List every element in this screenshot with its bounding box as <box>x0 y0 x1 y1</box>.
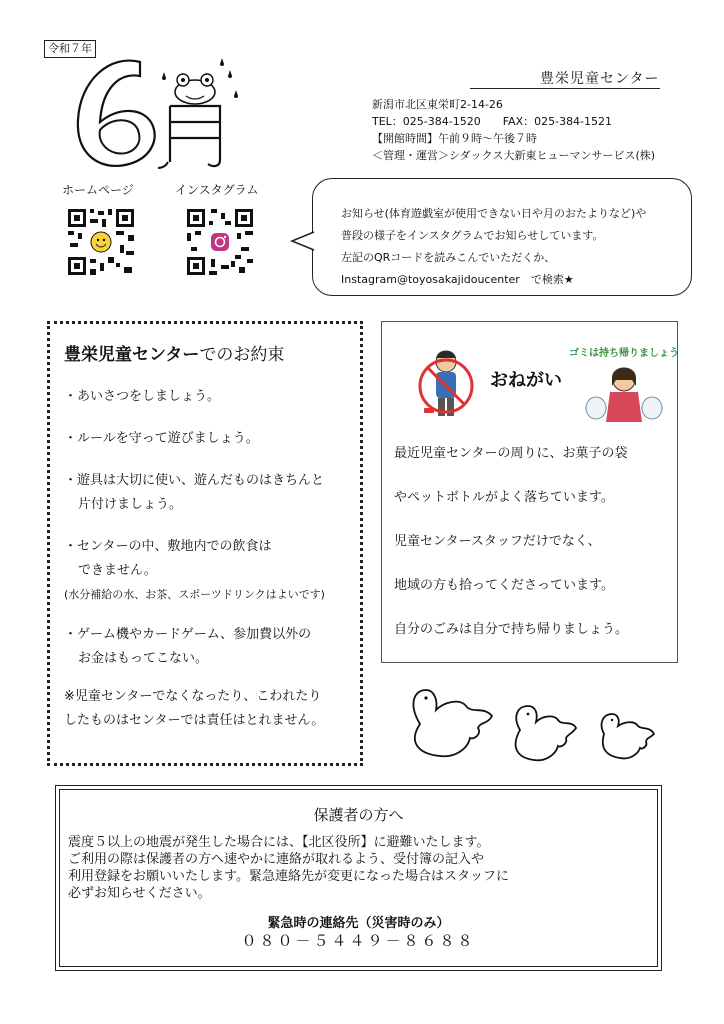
homepage-qr-code[interactable] <box>66 207 136 277</box>
request-text <box>394 432 669 652</box>
rule-item-4c: (水分補給の水、お茶、スポーツドリンクはよいです) <box>64 588 325 601</box>
rules-title <box>64 340 350 365</box>
guardians-line-1: 震度５以上の地震が発生した場合には、【北区役所】に避難いたします。 <box>68 835 490 850</box>
smiley-icon <box>91 232 111 252</box>
bubble-line-3: 左記のQRコードを読みこんでいただくか、 <box>341 251 556 264</box>
rules-title-main: 豊栄児童センター <box>64 345 200 365</box>
guardians-box-inner <box>59 789 658 967</box>
emergency-label: 緊急時の連絡先（災害時のみ） <box>267 916 450 931</box>
info-bubble <box>312 178 692 296</box>
bubble-line-4: Instagram@toyosakajidoucenter で検索★ <box>341 273 574 286</box>
guardians-line-4: 必ずお知らせください。 <box>68 886 211 901</box>
bird-icon-medium <box>516 706 576 760</box>
no-littering-icon <box>410 342 480 422</box>
request-line-1: 最近児童センターの周りに、お菓子の袋 <box>394 446 628 461</box>
management: ＜管理・運営＞シダックス大新東ヒューマンサービス(株) <box>372 149 656 162</box>
guardians-body <box>68 834 658 902</box>
emergency-phone: ０８０－５４４９－８６８８ <box>241 932 476 950</box>
guardians-box <box>55 785 662 971</box>
bubble-line-2: 普段の様子をインスタグラムでお知らせしています。 <box>341 229 604 242</box>
rule-item-4b: できません。 <box>78 563 157 578</box>
trash-takeaway-icon <box>569 340 679 424</box>
tel-fax: TEL：025-384-1520 FAX：025-384-1521 <box>372 115 613 128</box>
request-line-2: やペットボトルがよく落ちています。 <box>394 490 614 505</box>
instagram-label: インスタグラム <box>175 183 259 197</box>
bird-icon-small <box>602 714 654 758</box>
guardians-line-2: ご利用の際は保護者の方へ速やかに連絡が取れるよう、受付簿の記入や <box>68 852 485 867</box>
request-title: おねがい <box>490 370 562 391</box>
request-line-4: 地域の方も拾ってくださっています。 <box>394 578 614 593</box>
rule-note-2: したものはセンターでは責任はとれません。 <box>64 713 325 728</box>
rule-item-2: ・ルールを守って遊びましょう。 <box>64 431 259 446</box>
rule-item-4a: ・センターの中、敷地内での飲食は <box>64 539 272 554</box>
trash-badge-text: ゴミは持ち帰りましょう <box>569 348 679 359</box>
birds-illustration <box>400 684 690 774</box>
rule-item-1: ・あいさつをしましょう。 <box>64 389 221 404</box>
bubble-tail <box>290 230 316 252</box>
instagram-qr-code[interactable] <box>185 207 255 277</box>
rule-item-5a: ・ゲーム機やカードゲーム、参加費以外の <box>64 627 312 642</box>
guardians-line-3: 利用登録をお願いいたします。緊急連絡先が変更になった場合はスタッフに <box>68 869 509 884</box>
rule-note-1: ※児童センターでなくなったり、こわれたり <box>64 689 322 704</box>
tsuki-outline <box>170 106 220 166</box>
address: 新潟市北区東栄町2-14-26 <box>372 98 503 111</box>
center-underline <box>470 88 660 89</box>
six-outline <box>78 61 155 166</box>
instagram-icon <box>211 233 229 251</box>
month-title-art <box>70 50 250 175</box>
opening-hours: 【開館時間】午前９時～午後７時 <box>372 132 537 145</box>
request-line-3: 児童センタースタッフだけでなく、 <box>394 534 601 549</box>
request-box <box>381 321 678 663</box>
rule-item-3b: 片付けましょう。 <box>78 497 183 512</box>
guardians-title: 保護者の方へ <box>313 806 404 824</box>
rule-item-3a: ・遊具は大切に使い、遊んだものはきちんと <box>64 473 325 488</box>
rule-item-5b: お金はもってこない。 <box>78 651 209 666</box>
bird-icon-large <box>413 690 492 756</box>
rules-title-rest: でのお約束 <box>199 345 285 365</box>
request-line-5: 自分のごみは自分で持ち帰りましょう。 <box>394 622 629 637</box>
rules-box <box>47 321 363 766</box>
era-label: 令和７年 <box>44 40 96 58</box>
address-block <box>372 96 655 164</box>
center-name: 豊栄児童センター <box>540 71 660 87</box>
bubble-line-1: お知らせ(体育遊戯室が使用できない日や月のおたよりなど)や <box>341 207 647 220</box>
homepage-label: ホームページ <box>62 183 134 197</box>
